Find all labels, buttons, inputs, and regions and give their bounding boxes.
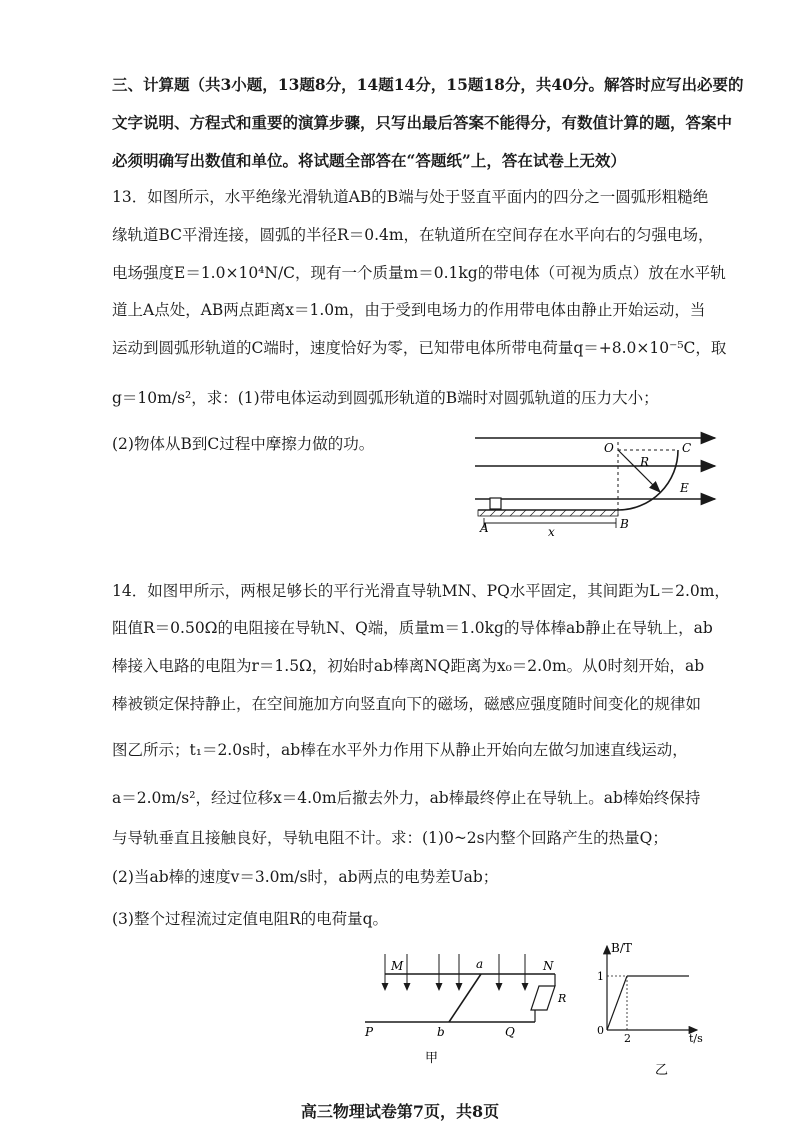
q13-line-1: 13．如图所示，水平绝缘光滑轨道AB的B端与处于竖直平面内的四分之一圆弧形粗糙绝 bbox=[112, 188, 709, 206]
label-a-rod: a bbox=[476, 957, 484, 971]
label-e: E bbox=[680, 481, 689, 495]
label-x: x bbox=[548, 525, 555, 539]
q14-line-3: 棒接入电路的电阻为r＝1.5Ω，初始时ab棒离NQ距离为x₀＝2.0m。从0时刻开始，ab bbox=[112, 657, 705, 675]
y-axis-label: B/T bbox=[611, 941, 632, 955]
ground bbox=[478, 510, 618, 516]
label-p: P bbox=[365, 1025, 374, 1039]
section-header-line-3: 必须明确写出数值和单位。将试题全部答在“答题纸”上，答在试卷上无效） bbox=[112, 151, 626, 170]
q14-line-6: a＝2.0m/s²，经过位移x＝4.0m后撤去外力，ab棒最终停止在导轨上。ab棒始终保持 bbox=[112, 789, 701, 807]
q14-line-1: 14．如图甲所示，两根足够长的平行光滑直导轨MN、PQ水平固定，其间距为L＝2.0m， bbox=[112, 582, 730, 600]
label-n: N bbox=[543, 959, 554, 973]
q14-line-7: 与导轨垂直且接触良好，导轨电阻不计。求：(1)0~2s内整个回路产生的热量Q； bbox=[112, 829, 668, 847]
page-footer: 高三物理试卷第7页，共8页 bbox=[300, 1102, 500, 1121]
ground-hatch bbox=[480, 510, 616, 516]
charged-body bbox=[490, 498, 501, 509]
q13-line-6: g＝10m/s²，求：(1)带电体运动到圆弧形轨道的B端时对圆弧轨道的压力大小； bbox=[112, 389, 659, 407]
q13-line-4: 道上A点处，AB两点距离x＝1.0m，由于受到电场力的作用带电体由静止开始运动，当 bbox=[112, 301, 706, 319]
q14-line-8: (2)当ab棒的速度v＝3.0m/s时，ab两点的电势差Uab； bbox=[112, 868, 499, 886]
section-header-line-1: 三、计算题（共3小题，13题8分，14题14分，15题18分，共40分。解答时应写出必要的 bbox=[112, 75, 744, 94]
label-q: Q bbox=[505, 1025, 515, 1039]
tick-0: 0 bbox=[597, 1024, 604, 1037]
caption-yi: 乙 bbox=[655, 1063, 669, 1078]
q13-line-7: (2)物体从B到C过程中摩擦力做的功。 bbox=[112, 435, 375, 453]
label-o: O bbox=[604, 441, 614, 455]
label-a: A bbox=[480, 521, 489, 535]
label-b-rod: b bbox=[437, 1025, 445, 1039]
label-b: B bbox=[620, 517, 629, 531]
b-rise bbox=[607, 976, 627, 1030]
q14-figure-jia bbox=[355, 950, 575, 1070]
label-r-resistor: R bbox=[558, 992, 567, 1005]
x-axis-label: t/s bbox=[689, 1032, 703, 1045]
tick-2: 2 bbox=[624, 1032, 631, 1045]
rod-ab bbox=[449, 974, 481, 1022]
q13-line-3: 电场强度E＝1.0×10⁴N/C，现有一个质量m＝0.1kg的带电体（可视为质点）放在水平轨 bbox=[112, 264, 726, 282]
section-header-line-2: 文字说明、方程式和重要的演算步骤，只写出最后答案不能得分，有数值计算的题，答案中 bbox=[112, 113, 733, 132]
q14-line-2: 阻值R＝0.50Ω的电阻接在导轨N、Q端，质量m＝1.0kg的导体棒ab静止在导轨上，ab bbox=[112, 619, 713, 637]
q13-line-5: 运动到圆弧形轨道的C端时，速度恰好为零，已知带电体所带电荷量q＝+8.0×10⁻⁵C，取 bbox=[112, 339, 727, 357]
resistor-r bbox=[531, 986, 555, 1010]
q13-line-2: 缘轨道BC平滑连接，圆弧的半径R＝0.4m，在轨道所在空间存在水平向右的匀强电场， bbox=[112, 226, 714, 244]
radius-line bbox=[618, 450, 660, 492]
tick-1: 1 bbox=[597, 970, 604, 983]
q14-figure-yi bbox=[585, 940, 705, 1080]
q13-figure bbox=[470, 420, 730, 540]
q14-line-4: 棒被锁定保持静止，在空间施加方向竖直向下的磁场，磁感应强度随时间变化的规律如 bbox=[112, 695, 702, 713]
caption-jia: 甲 bbox=[425, 1051, 439, 1066]
label-m: M bbox=[391, 959, 404, 973]
label-r: R bbox=[640, 455, 650, 469]
q14-line-5: 图乙所示；t₁＝2.0s时，ab棒在水平外力作用下从静止开始向左做匀加速直线运动， bbox=[112, 741, 688, 759]
label-c: C bbox=[682, 441, 692, 455]
q14-line-9: (3)整个过程流过定值电阻R的电荷量q。 bbox=[112, 910, 389, 928]
